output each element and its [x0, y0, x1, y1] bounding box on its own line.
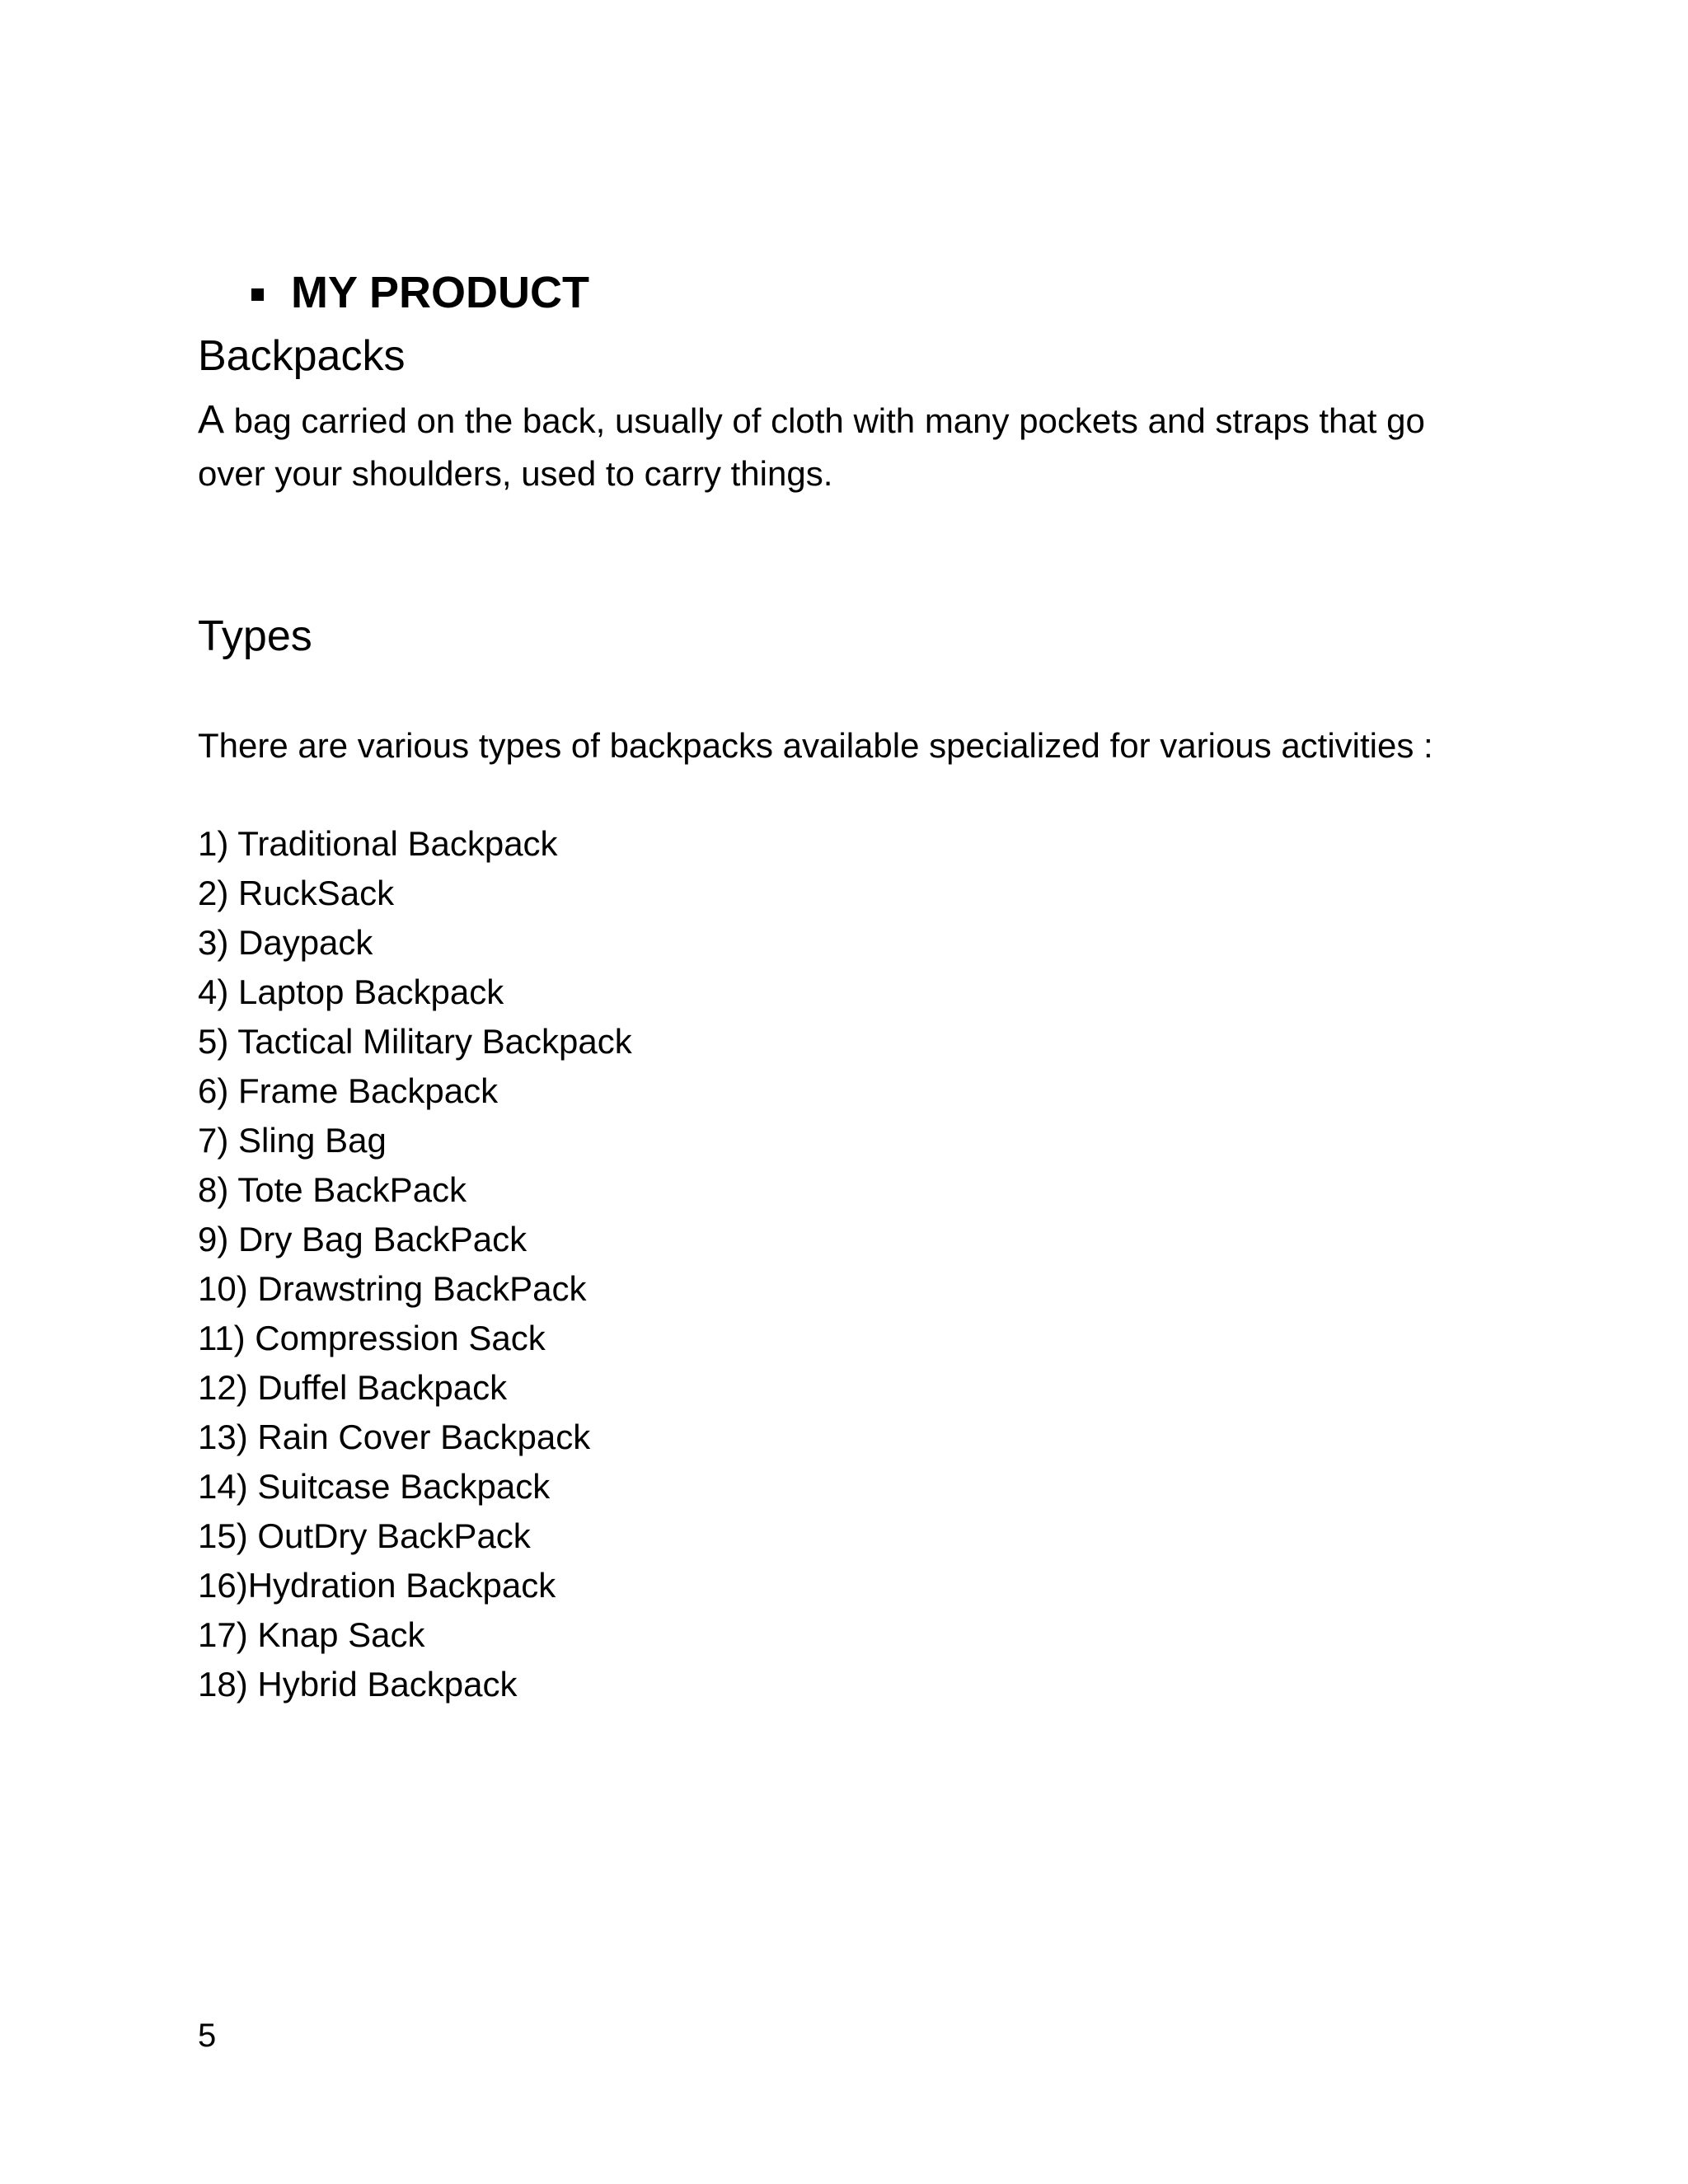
section-heading: MY PRODUCT [291, 268, 590, 317]
list-item: 1) Traditional Backpack [198, 824, 558, 863]
types-list [198, 819, 632, 1709]
product-title: Backpacks [198, 332, 406, 380]
list-item: 7) Sling Bag [198, 1121, 387, 1160]
section-heading-row [251, 265, 589, 320]
definition-text: bag carried on the back, usually of cloth with many pockets and straps that go over your shoulders, used to carry things. [198, 401, 1425, 493]
list-item: 18) Hybrid Backpack [198, 1665, 518, 1704]
list-item: 9) Dry Bag BackPack [198, 1220, 528, 1258]
definition-first-letter: A [198, 398, 225, 442]
list-item: 5) Tactical Military Backpack [198, 1022, 632, 1061]
types-title: Types [198, 612, 312, 660]
list-item: 8) Tote BackPack [198, 1170, 467, 1209]
list-item: 17) Knap Sack [198, 1615, 425, 1654]
types-intro: There are various types of backpacks available specialized for various activities : [198, 726, 1433, 765]
list-item: 14) Suitcase Backpack [198, 1467, 551, 1506]
list-item: 4) Laptop Backpack [198, 972, 504, 1011]
list-item: 2) RuckSack [198, 874, 395, 912]
list-item: 6) Frame Backpack [198, 1071, 499, 1110]
list-item: 13) Rain Cover Backpack [198, 1418, 591, 1456]
list-item: 10) Drawstring BackPack [198, 1269, 587, 1308]
square-bullet-icon [251, 288, 264, 301]
list-item: 16)Hydration Backpack [198, 1566, 556, 1605]
list-item: 15) OutDry BackPack [198, 1516, 531, 1555]
list-item: 12) Duffel Backpack [198, 1368, 508, 1407]
list-item: 11) Compression Sack [198, 1319, 546, 1357]
product-definition [198, 394, 1484, 500]
list-item: 3) Daypack [198, 923, 373, 962]
page-number: 5 [198, 2018, 217, 2054]
